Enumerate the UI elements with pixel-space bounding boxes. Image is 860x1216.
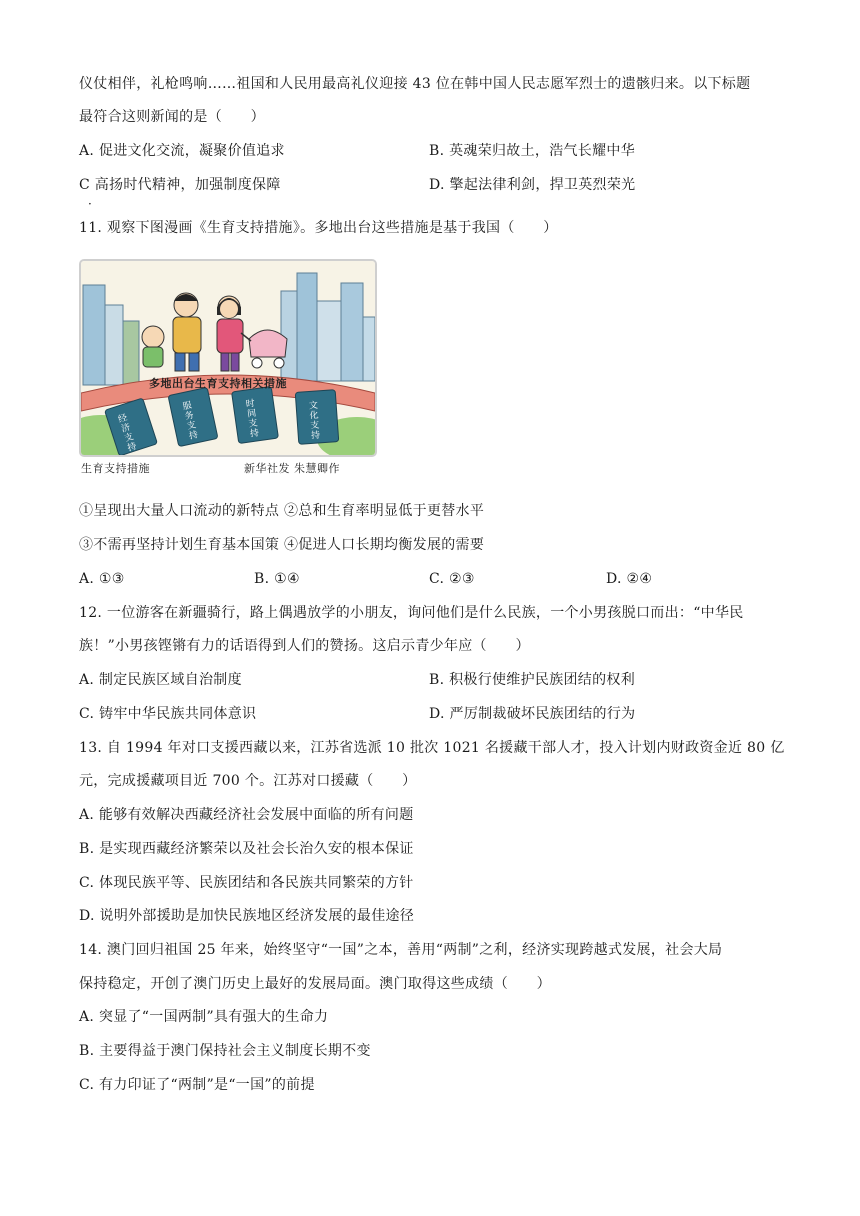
q13-option-d[interactable]: D. 说明外部援助是加快民族地区经济发展的最佳途径 xyxy=(79,908,415,924)
folder-label-culture: 文化支持 xyxy=(308,400,321,442)
q11-statements-line2: ③不需再坚持计划生育基本国策 ④促进人口长期均衡发展的需要 xyxy=(79,537,485,553)
q13-option-b[interactable]: B. 是实现西藏经济繁荣以及社会长治久安的根本保证 xyxy=(79,841,414,857)
q11-option-d[interactable]: D. ②④ xyxy=(606,571,653,587)
q12-option-b[interactable]: B. 积极行使维护民族团结的权利 xyxy=(429,672,635,688)
fertility-support-cartoon xyxy=(79,259,377,457)
q14-option-b[interactable]: B. 主要得益于澳门保持社会主义制度长期不变 xyxy=(79,1043,371,1059)
q11-statements-line1: ①呈现出大量人口流动的新特点 ②总和生育率明显低于更替水平 xyxy=(79,503,485,519)
q14-stem-line2: 保持稳定，开创了澳门历史上最好的发展局面。澳门取得这些成绩（ ） xyxy=(79,976,551,992)
q14-stem-line1: 14. 澳门回归祖国 25 年来，始终坚守“一国”之本，善用“两制”之利，经济实现跨越式发展，社会大局 xyxy=(79,942,723,958)
q10-option-b[interactable]: B. 英魂荣归故土，浩气长耀中华 xyxy=(429,143,635,159)
q12-option-d[interactable]: D. 严厉制裁破坏民族团结的行为 xyxy=(429,706,636,722)
q13-option-a[interactable]: A. 能够有效解决西藏经济社会发展中面临的所有问题 xyxy=(79,807,414,823)
q12-option-c[interactable]: C. 铸牢中华民族共同体意识 xyxy=(79,706,257,722)
q11-option-b[interactable]: B. ①④ xyxy=(254,571,300,587)
q11-stem: 11. 观察下图漫画《生育支持措施》。多地出台这些措施是基于我国（ ） xyxy=(79,220,558,236)
q11-option-c[interactable]: C. ②③ xyxy=(429,571,475,587)
q12-option-a[interactable]: A. 制定民族区域自治制度 xyxy=(79,672,242,688)
q10-stem-line2: 最符合这则新闻的是（ ） xyxy=(79,109,265,125)
q13-stem-line1: 13. 自 1994 年对口支援西藏以来，江苏省选派 10 批次 1021 名援藏干部人才，投入计划内财政资金近 80 亿 xyxy=(79,740,785,756)
q12-stem-line1: 12. 一位游客在新疆骑行，路上偶遇放学的小朋友，询问他们是什么民族，一个小男孩脱口而出：“中华民 xyxy=(79,605,744,621)
folder-label-service: 服务支持 xyxy=(181,400,200,442)
cartoon-caption-credit: 新华社发 朱慧卿作 xyxy=(244,462,340,475)
cartoon-banner-text: 多地出台生育支持相关措施 xyxy=(149,377,287,390)
option-c-dot: · xyxy=(88,197,92,211)
q14-option-c[interactable]: C. 有力印证了“两制”是“一国”的前提 xyxy=(79,1077,315,1093)
q14-option-a[interactable]: A. 突显了“一国两制”具有强大的生命力 xyxy=(79,1009,329,1025)
q13-stem-line2: 元，完成援藏项目近 700 个。江苏对口援藏（ ） xyxy=(79,773,417,789)
q11-option-a[interactable]: A. ①③ xyxy=(79,571,125,587)
q10-option-d[interactable]: D. 擎起法律利剑，捍卫英烈荣光 xyxy=(429,177,636,193)
q13-option-c[interactable]: C. 体现民族平等、民族团结和各民族共同繁荣的方针 xyxy=(79,875,414,891)
q12-stem-line2: 族！”小男孩铿锵有力的话语得到人们的赞扬。这启示青少年应（ ） xyxy=(79,638,530,654)
folder-label-time: 时间支持 xyxy=(245,398,260,440)
q10-stem-line1: 仪仗相伴，礼枪鸣响……祖国和人民用最高礼仪迎接 43 位在韩中国人民志愿军烈士的遗骸归来。以下标题 xyxy=(79,76,751,92)
q10-option-c[interactable]: C 高扬时代精神，加强制度保障 xyxy=(79,177,281,193)
cartoon-caption-title: 生育支持措施 xyxy=(81,462,150,475)
q10-option-a[interactable]: A. 促进文化交流，凝聚价值追求 xyxy=(79,143,285,159)
folder-label-economic: 经济支持 xyxy=(117,413,139,454)
